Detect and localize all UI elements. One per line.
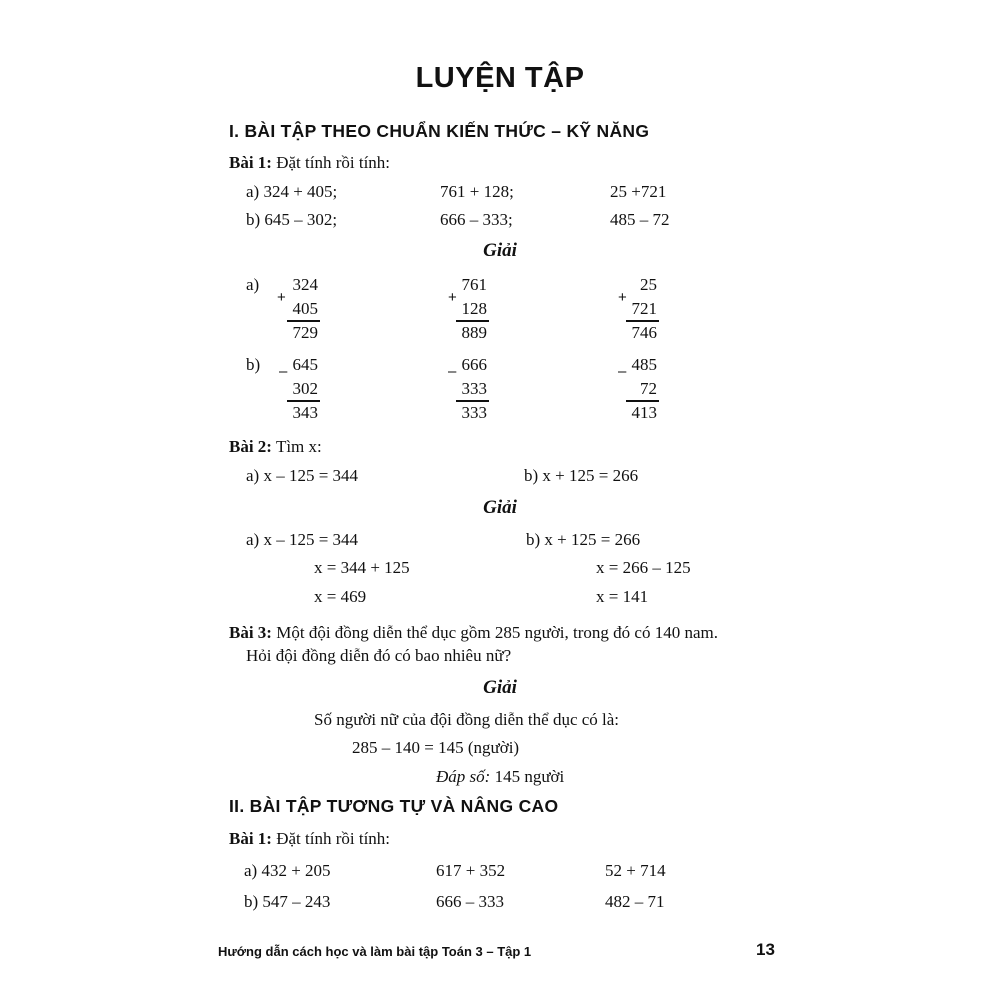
solution-heading-2: Giải <box>483 497 517 518</box>
s2-exercise-1-text: Đặt tính rồi tính: <box>276 829 391 848</box>
result: 729 <box>292 323 318 342</box>
operand-top: 645 <box>292 355 318 374</box>
exercise-2-prompt <box>229 437 322 457</box>
ex2-sol-a-line3: x = 469 <box>314 587 367 606</box>
exercise-3-line1 <box>229 623 718 643</box>
minus-sign: – <box>618 363 627 380</box>
operand-bottom: 333 <box>461 379 487 398</box>
sum-line <box>456 320 489 322</box>
operand-top: 666 <box>461 355 487 374</box>
ex2-sol-a-line2: x = 344 + 125 <box>314 558 410 577</box>
ex2-sol-b-line1: b) x + 125 = 266 <box>526 530 641 549</box>
answer-label: Đáp số: <box>436 767 491 786</box>
plus-sign: + <box>618 289 627 306</box>
difference-line <box>456 400 489 402</box>
ex2-equation-a: a) x – 125 = 344 <box>246 466 359 485</box>
ex2-sol-b-line2: x = 266 – 125 <box>596 558 691 577</box>
minus-sign: – <box>279 363 288 380</box>
ex3-answer <box>436 767 564 787</box>
section-1-heading: I. BÀI TẬP THEO CHUẨN KIẾN THỨC – KỸ NĂNG <box>229 121 650 141</box>
s2-row-b-col2: 666 – 333 <box>436 892 504 911</box>
s2-exercise-1-label: Bài 1: <box>229 829 272 848</box>
exercise-1-text: Đặt tính rồi tính: <box>276 153 391 172</box>
page-number: 13 <box>756 940 775 959</box>
solution-b-label: b) <box>246 355 261 374</box>
solution-heading-3: Giải <box>483 677 517 698</box>
difference-line <box>287 400 320 402</box>
exercise-1-label: Bài 1: <box>229 153 272 172</box>
result: 343 <box>292 403 318 422</box>
solution-a-label: a) <box>246 275 260 294</box>
operand-top: 485 <box>631 355 657 374</box>
ex3-solution-line1: Số người nữ của đội đồng diễn thể dục có là: <box>314 710 620 729</box>
difference-line <box>626 400 659 402</box>
operand-bottom: 405 <box>292 299 318 318</box>
operand-top: 324 <box>292 275 318 294</box>
ex1-row-b-col2: 666 – 333; <box>440 210 513 229</box>
exercise-3-line2: Hỏi đội đồng diễn đó có bao nhiêu nữ? <box>246 646 512 665</box>
sum-line <box>626 320 659 322</box>
ex1-row-b-col1: b) 645 – 302; <box>246 210 338 229</box>
sum-line <box>287 320 320 322</box>
ex2-sol-a-line1: a) x – 125 = 344 <box>246 530 359 549</box>
s2-row-a-col3: 52 + 714 <box>605 861 666 880</box>
exercise-1-prompt <box>229 153 390 173</box>
operand-bottom: 72 <box>640 379 657 398</box>
exercise-2-label: Bài 2: <box>229 437 272 456</box>
minus-sign: – <box>448 363 457 380</box>
s2-row-a-col1: a) 432 + 205 <box>244 861 331 880</box>
answer-value: 145 người <box>494 767 565 786</box>
result: 746 <box>631 323 657 342</box>
exercise-3-text: Một đội đồng diễn thể dục gồm 285 người, trong đó có 140 nam. <box>276 623 718 642</box>
ex1-row-a-col3: 25 +721 <box>610 182 667 201</box>
section-2-heading: II. BÀI TẬP TƯƠNG TỰ VÀ NÂNG CAO <box>229 796 559 816</box>
operand-bottom: 128 <box>461 299 487 318</box>
ex2-equation-b: b) x + 125 = 266 <box>524 466 639 485</box>
s2-row-b-col1: b) 547 – 243 <box>244 892 331 911</box>
ex1-row-a-col2: 761 + 128; <box>440 182 514 201</box>
ex1-row-b-col3: 485 – 72 <box>610 210 670 229</box>
result: 333 <box>461 403 487 422</box>
page-title: LUYỆN TẬP <box>415 62 585 94</box>
operand-top: 25 <box>640 275 657 294</box>
plus-sign: + <box>277 289 286 306</box>
result: 889 <box>461 323 487 342</box>
operand-top: 761 <box>461 275 487 294</box>
ex1-row-a-col1: a) 324 + 405; <box>246 182 338 201</box>
footer-book-title: Hướng dẫn cách học và làm bài tập Toán 3 – Tập 1 <box>218 944 532 959</box>
ex2-sol-b-line3: x = 141 <box>596 587 649 606</box>
exercise-3-label: Bài 3: <box>229 623 272 642</box>
operand-bottom: 302 <box>292 379 318 398</box>
s2-exercise-1-prompt <box>229 829 390 849</box>
s2-row-a-col2: 617 + 352 <box>436 861 506 880</box>
exercise-2-text: Tìm x: <box>275 437 322 456</box>
result: 413 <box>631 403 657 422</box>
plus-sign: + <box>448 289 457 306</box>
solution-heading-1: Giải <box>483 240 517 261</box>
s2-row-b-col3: 482 – 71 <box>605 892 665 911</box>
ex3-solution-line2: 285 – 140 = 145 (người) <box>352 738 520 757</box>
operand-bottom: 721 <box>631 299 657 318</box>
